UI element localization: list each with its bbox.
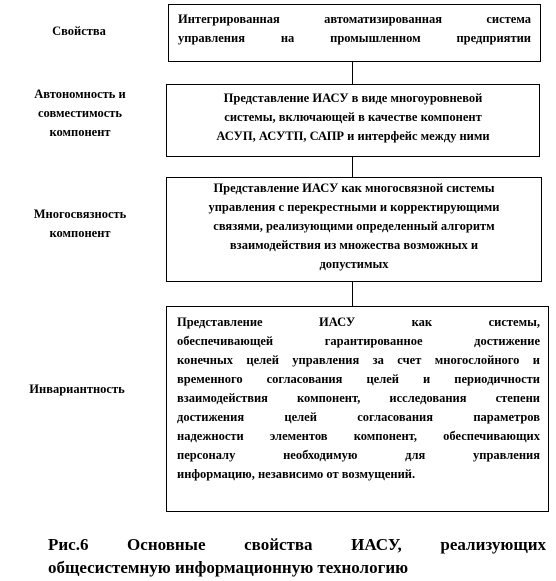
box-invariance-system-line-2: обеспечивающей гарантированное достижение bbox=[177, 334, 540, 348]
label-autonomy-line-2: совместимость bbox=[37, 106, 123, 120]
box-integrated-system-line-1: Интегрированная автоматизированная система bbox=[178, 12, 531, 26]
label-autonomy bbox=[10, 85, 150, 142]
box-integrated-system-line-2: управления на промышленном предприятии bbox=[178, 31, 531, 45]
box-multilevel-system-line-2: системы, включающей в качестве компонент bbox=[224, 110, 482, 124]
box-invariance-system-line-3: конечных целей управления за счет многослойного и bbox=[177, 353, 540, 367]
figure-caption bbox=[48, 533, 546, 579]
box-invariance-system-line-7: надежности элементов компонент, обеспечивающих bbox=[177, 429, 540, 443]
box-invariance-system-line-6: достижения целей согласования параметров bbox=[177, 410, 540, 424]
box-invariance-system-line-1: Представление ИАСУ как системы, bbox=[177, 315, 540, 329]
box-invariance-system-line-8: персоналу необходимую для управления bbox=[177, 448, 540, 462]
label-connectivity-line-2: компонент bbox=[49, 226, 111, 240]
box-multilevel-system-line-1: Представление ИАСУ в виде многоуровневой bbox=[223, 91, 483, 105]
connector-1-2 bbox=[352, 62, 353, 84]
box-multiconnected-system-line-5: допустимых bbox=[319, 257, 389, 271]
box-multilevel-system bbox=[166, 84, 540, 157]
label-properties-text: Свойства bbox=[52, 24, 106, 38]
box-multiconnected-system-line-2: управления с перекрестными и корректирующими bbox=[208, 200, 500, 214]
box-invariance-system-line-4: временного согласования целей и периодичности bbox=[177, 372, 540, 386]
label-invariance-text: Инвариантность bbox=[29, 382, 125, 396]
box-multiconnected-system-line-3: связями, реализующими определенный алгоритм bbox=[213, 219, 495, 233]
label-connectivity-line-1: Многосвязность bbox=[33, 207, 127, 221]
figure-caption-line-2: общесистемную информационную технологию bbox=[48, 558, 409, 577]
box-invariance-system-line-9: информацию, независимо от возмущений. bbox=[177, 467, 416, 481]
figure-caption-line-1: Рис.6 Основные свойства ИАСУ, реализующих bbox=[48, 535, 546, 554]
box-multiconnected-system-line-1: Представление ИАСУ как многосвязной системы bbox=[213, 181, 495, 195]
box-multiconnected-system-line-4: взаимодействия из множества возможных и bbox=[229, 238, 479, 252]
box-multiconnected-system bbox=[166, 177, 542, 282]
connector-3-4 bbox=[352, 282, 353, 306]
box-integrated-system bbox=[168, 4, 541, 62]
label-connectivity bbox=[10, 205, 150, 243]
label-properties bbox=[20, 22, 138, 41]
connector-2-3 bbox=[352, 157, 353, 177]
label-invariance bbox=[12, 380, 142, 399]
box-invariance-system bbox=[166, 306, 549, 512]
box-invariance-system-line-5: взаимодействия компонент, исследования степени bbox=[177, 391, 540, 405]
box-multilevel-system-line-3: АСУП, АСУТП, САПР и интерфейс между ними bbox=[216, 129, 490, 143]
label-autonomy-line-1: Автономность и bbox=[34, 87, 126, 101]
label-autonomy-line-3: компонент bbox=[49, 125, 111, 139]
